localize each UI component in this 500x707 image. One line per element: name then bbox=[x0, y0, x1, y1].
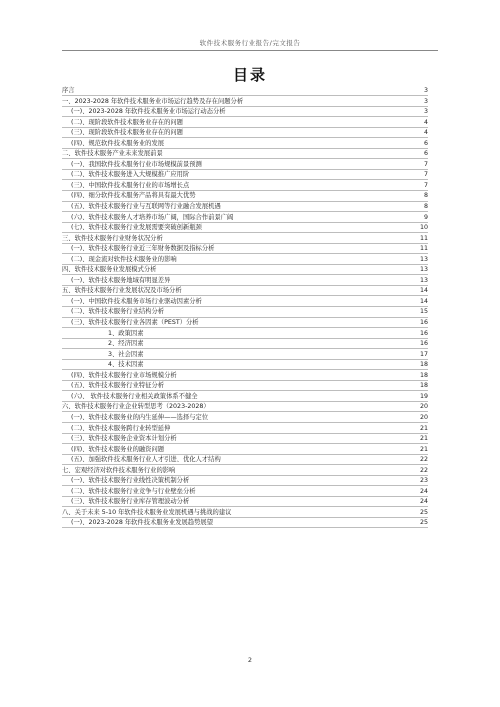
toc-entry-label: (二)、软件技术服务跨行业转型延伸 bbox=[71, 424, 171, 432]
toc-entry-label: (七)、软件技术服务行业发展需要突破创新瓶颈 bbox=[71, 224, 202, 232]
toc-entry-page: 13 bbox=[419, 255, 428, 263]
toc-entry[interactable] bbox=[62, 466, 428, 477]
toc-entry-label: 六、软件技术服务行业企业转型思考（2023-2028） bbox=[62, 403, 210, 411]
toc-entry-page: 19 bbox=[419, 392, 428, 400]
toc-entry[interactable] bbox=[62, 128, 428, 139]
toc-entry-label: (六)、 软件技术服务行业相关政策体系不健全 bbox=[71, 392, 198, 400]
toc-entry-label: (五)、软件技术服务行业与互联网等行业融合发展机遇 bbox=[71, 203, 221, 211]
toc-entry-page: 15 bbox=[419, 308, 428, 316]
toc-entry-page: 20 bbox=[419, 403, 428, 411]
toc-entry-label: (五)、软件技术服务行业特征分析 bbox=[71, 382, 165, 390]
toc-entry-page: 7 bbox=[423, 160, 428, 168]
toc-entry[interactable] bbox=[62, 297, 428, 308]
toc-entry-label: (一)、软件技术服务行业近三年财务数据及指标分析 bbox=[71, 245, 215, 253]
toc-entry[interactable] bbox=[62, 445, 428, 456]
toc-entry-label: 二、软件技术服务产业未来发展前景 bbox=[62, 150, 163, 158]
toc-entry-page: 24 bbox=[419, 498, 428, 506]
toc-entry[interactable] bbox=[62, 170, 428, 181]
toc-entry-page: 14 bbox=[419, 297, 428, 305]
toc-entry[interactable] bbox=[62, 424, 428, 435]
toc-entry-page: 18 bbox=[419, 382, 428, 390]
toc-entry-page: 3 bbox=[423, 87, 428, 94]
toc-entry-label: 七、宏观经济对软件技术服务行业的影响 bbox=[62, 466, 176, 474]
toc-entry-page: 13 bbox=[419, 266, 428, 274]
toc-entry[interactable] bbox=[62, 149, 428, 160]
toc-entry-label: (二)、软件技术服务行业竞争与行业壁垒分析 bbox=[71, 487, 196, 495]
toc-entry-label: (三)、软件技术服务行业库存管理波动分析 bbox=[71, 498, 190, 506]
toc-entry-page: 21 bbox=[419, 445, 428, 453]
toc-entry-page: 11 bbox=[419, 234, 428, 242]
toc-entry-label: (三)、现阶段软件技术服务业存在的问题 bbox=[71, 129, 183, 137]
toc-entry-label: (三)、软件技术服务行业各因素（PEST）分析 bbox=[71, 319, 199, 327]
toc-entry-label: (一)、2023-2028 年软件技术服务业发展趋势展望 bbox=[71, 519, 213, 527]
toc-entry[interactable] bbox=[62, 455, 428, 466]
running-header: 软件技术服务行业报告/完文报告 bbox=[199, 39, 301, 47]
toc-entry-label: (四)、软件技术服务行业市场规模分析 bbox=[71, 371, 177, 379]
toc-entry[interactable] bbox=[62, 191, 428, 202]
toc-entry[interactable] bbox=[62, 360, 428, 371]
header-divider bbox=[62, 50, 438, 51]
toc-entry-page: 18 bbox=[419, 361, 428, 369]
toc-entry-label: 序言 bbox=[62, 87, 75, 94]
toc-entry[interactable] bbox=[62, 86, 428, 97]
toc-entry[interactable] bbox=[62, 413, 428, 424]
toc-entry-page: 16 bbox=[419, 329, 428, 337]
toc-entry-label: 3、社会因素 bbox=[108, 350, 144, 358]
toc-entry[interactable] bbox=[62, 223, 428, 234]
toc-entry[interactable] bbox=[62, 139, 428, 150]
toc-entry[interactable] bbox=[62, 244, 428, 255]
toc-entry[interactable] bbox=[62, 286, 428, 297]
toc-entry-label: (六)、软件技术服务人才培养市场广阔，国际合作前景广阔 bbox=[71, 213, 234, 221]
toc-entry-page: 13 bbox=[419, 276, 428, 284]
toc-entry[interactable] bbox=[62, 487, 428, 498]
toc-entry-label: (二)、软件技术服务行业结构分析 bbox=[71, 308, 165, 316]
toc-entry[interactable] bbox=[62, 97, 428, 108]
page-title: 目录 bbox=[232, 66, 267, 84]
toc-entry-label: 四、软件技术服务业发展模式分析 bbox=[62, 266, 157, 274]
toc-entry-page: 23 bbox=[419, 477, 428, 485]
toc-entry[interactable] bbox=[62, 160, 428, 171]
toc-entry-label: 三、软件技术服务行业财务状况分析 bbox=[62, 234, 163, 242]
toc-entry-label: (二)、现金流对软件技术服务业的影响 bbox=[71, 255, 177, 263]
toc-entry-label: (一)、软件技术服务地域有明显差异 bbox=[71, 276, 171, 284]
toc-entry-page: 25 bbox=[419, 508, 428, 516]
toc-entry-label: (四)、规范软件技术服务业的发展 bbox=[71, 139, 165, 147]
toc-entry-label: (二)、现阶段软件技术服务业存在的问题 bbox=[71, 118, 183, 126]
toc-entry[interactable] bbox=[62, 371, 428, 382]
toc-entry[interactable] bbox=[62, 476, 428, 487]
toc-entry-page: 21 bbox=[419, 424, 428, 432]
toc-entry-page: 3 bbox=[423, 97, 428, 105]
toc-entry-label: (四)、细分软件技术服务产品将具有最大优势 bbox=[71, 192, 196, 200]
toc-entry-label: 4、技术因素 bbox=[108, 361, 144, 369]
toc-entry-page: 10 bbox=[419, 224, 428, 232]
toc-entry[interactable] bbox=[62, 434, 428, 445]
toc-entry-page: 11 bbox=[419, 245, 428, 253]
toc-entry[interactable] bbox=[62, 265, 428, 276]
toc-entry-page: 17 bbox=[419, 350, 428, 358]
toc-entry-page: 22 bbox=[419, 466, 428, 474]
toc-entry[interactable] bbox=[62, 350, 428, 361]
toc-entry-label: 2、经济因素 bbox=[108, 340, 144, 348]
toc-entry-label: (一)、2023-2028 年软件技术服务业市场运行动态分析 bbox=[71, 108, 226, 116]
toc-entry[interactable] bbox=[62, 339, 428, 350]
toc-entry-label: (一)、软件技术服务业的内生延伸——选择与定位 bbox=[71, 413, 209, 421]
toc-entry-page: 9 bbox=[423, 213, 428, 221]
toc-entry-label: 1、政策因素 bbox=[108, 329, 144, 337]
toc-entry[interactable] bbox=[62, 318, 428, 329]
toc-entry-label: (三)、中国软件技术服务行业的市场增长点 bbox=[71, 181, 190, 189]
toc-entry-page: 21 bbox=[419, 435, 428, 443]
toc-entry-label: (四)、软件技术服务业的融资问题 bbox=[71, 445, 165, 453]
toc-entry-label: (一)、我国软件技术服务行业市场规模前景预测 bbox=[71, 160, 202, 168]
toc-entry[interactable] bbox=[62, 307, 428, 318]
toc-entry-page: 8 bbox=[423, 203, 428, 211]
toc-entry[interactable] bbox=[62, 497, 428, 508]
toc-entry-page: 20 bbox=[419, 413, 428, 421]
toc-entry[interactable] bbox=[62, 276, 428, 287]
toc-entry-label: (一)、软件技术服务行业线性决策机制分析 bbox=[71, 477, 190, 485]
toc-entry[interactable] bbox=[62, 202, 428, 213]
toc-entry-page: 7 bbox=[423, 181, 428, 189]
toc-entry-page: 7 bbox=[423, 171, 428, 179]
toc-entry-label: 一、2023-2028 年软件技术服务业市场运行趋势及存在问题分析 bbox=[62, 97, 244, 105]
toc-entry[interactable] bbox=[62, 518, 428, 529]
toc-entry-page: 16 bbox=[419, 319, 428, 327]
toc-entry-page: 24 bbox=[419, 487, 428, 495]
toc-entry-page: 22 bbox=[419, 456, 428, 464]
toc-entry[interactable] bbox=[62, 181, 428, 192]
toc-entry-page: 14 bbox=[419, 287, 428, 295]
toc-entry-label: 五、软件技术服务行业发展状况及市场分析 bbox=[62, 287, 182, 295]
toc-entry-label: (一)、中国软件技术服务市场行业驱动因素分析 bbox=[71, 297, 202, 305]
toc-entry[interactable] bbox=[62, 213, 428, 224]
toc-entry-page: 3 bbox=[423, 108, 428, 116]
toc-entry-page: 8 bbox=[423, 192, 428, 200]
toc-entry-page: 4 bbox=[423, 129, 428, 137]
toc-entry-page: 6 bbox=[423, 150, 428, 158]
page-number: 2 bbox=[247, 656, 253, 664]
toc-entry[interactable] bbox=[62, 107, 428, 118]
toc-entry-label: (三)、软件技术服务企业资本计划分析 bbox=[71, 435, 177, 443]
toc-entry-label: (五)、加强软件技术服务行业人才引进、优化人才结构 bbox=[71, 456, 221, 464]
toc-entry[interactable] bbox=[62, 118, 428, 129]
table-of-contents bbox=[62, 86, 428, 529]
toc-entry-page: 18 bbox=[419, 371, 428, 379]
toc-entry-page: 6 bbox=[423, 139, 428, 147]
toc-entry[interactable] bbox=[62, 508, 428, 519]
toc-entry-page: 16 bbox=[419, 340, 428, 348]
toc-entry[interactable] bbox=[62, 234, 428, 245]
toc-entry-label: 八、关于未来 5-10 年软件技术服务业发展机遇与挑战的建议 bbox=[62, 508, 232, 516]
toc-entry[interactable] bbox=[62, 381, 428, 392]
toc-entry-page: 25 bbox=[419, 519, 428, 527]
toc-entry[interactable] bbox=[62, 329, 428, 340]
toc-entry-label: (二)、软件技术服务进入大规模推广应用阶 bbox=[71, 171, 190, 179]
toc-entry[interactable] bbox=[62, 392, 428, 403]
toc-entry[interactable] bbox=[62, 255, 428, 266]
toc-entry[interactable] bbox=[62, 402, 428, 413]
toc-entry-page: 4 bbox=[423, 118, 428, 126]
